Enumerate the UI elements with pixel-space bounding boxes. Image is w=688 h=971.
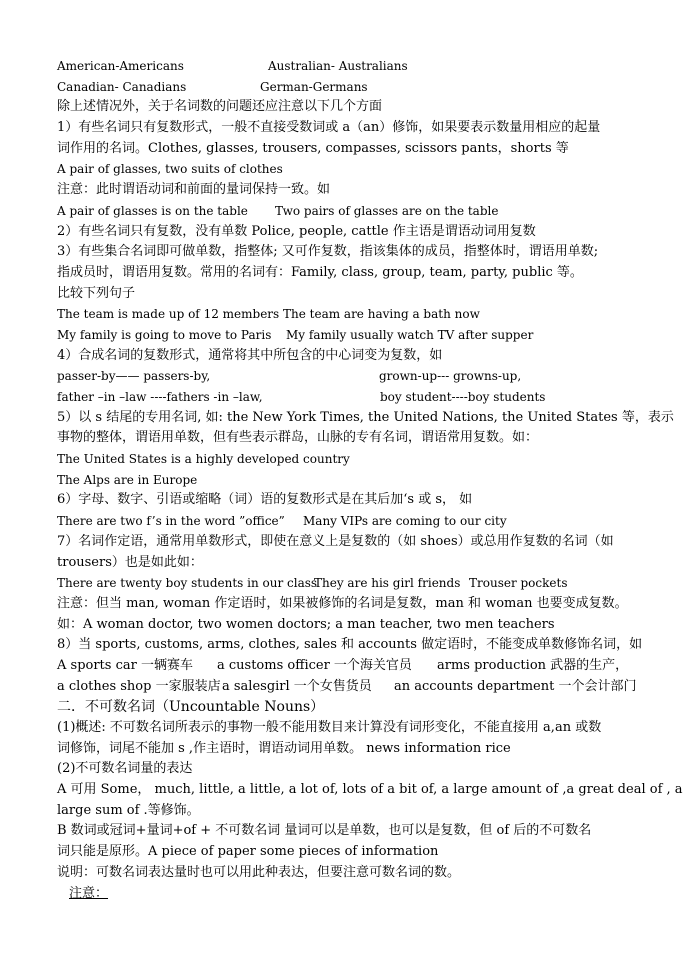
paragraph: (2)不可数名词量的表达: [57, 761, 193, 777]
text: 注意：: [69, 885, 109, 901]
text: boy student----boy students: [380, 390, 546, 404]
paragraph: 1）有些名词只有复数形式，一般不直接受数词或 a（an）修饰，如果要表示数量用相应的起量: [57, 120, 601, 136]
text: Many VIPs are coming to our city: [303, 514, 507, 529]
paragraph: 8）当 sports, customs, arms, clothes, sales 和 accounts 做定语时，不能变成单数修饰名词，如: [57, 637, 643, 653]
text: a customs officer 一个海关官员: [217, 657, 412, 673]
paragraph: large sum of .等修饰。: [57, 802, 200, 818]
paragraph: 词作用的名词。Clothes, glasses, trousers, compasses, scissors pants，shorts 等: [57, 140, 569, 156]
note-heading: [57, 884, 637, 905]
paragraph: 事物的整体，谓语用单数，但有些表示群岛，山脉的专有名词，谓语常用复数。如：: [57, 430, 539, 446]
paragraph: 比较下列句子: [57, 285, 136, 301]
example-line: The Alps are in Europe: [57, 472, 198, 487]
example-line: A pair of glasses, two suits of clothes: [57, 162, 283, 177]
document-page: [57, 56, 683, 904]
paragraph: 除上述情况外，关于名词数的问题还应注意以下几个方面: [57, 99, 383, 115]
text: an accounts department 一个会计部门: [394, 678, 637, 694]
example-line: The United States is a highly developed country: [57, 452, 350, 467]
text: Australian- Australians: [268, 59, 408, 73]
paragraph: 说明：可数名词表达量时也可以用此种表达，但要注意可数名词的数。: [57, 864, 461, 880]
text: father –in –law ----fathers -in –law,: [57, 390, 263, 404]
paragraph: 3）有些集合名词即可做单数，指整体; 又可作复数，指该集体的成员，指整体时，谓语用单数;: [57, 244, 599, 260]
text: Trouser pockets: [469, 576, 568, 591]
line: [57, 56, 637, 77]
line: [57, 366, 637, 387]
text: a salesgirl 一个女售货员: [222, 678, 372, 694]
line: [57, 677, 637, 698]
line: [57, 304, 637, 325]
text: a clothes shop 一家服装店: [57, 678, 221, 694]
paragraph: 2）有些名词只有复数，没有单数 Police, people, cattle 作主语是谓语动词用复数: [57, 223, 536, 239]
text: They are his girl friends: [314, 576, 461, 591]
paragraph: 5）以 s 结尾的专用名词, 如: the New York Times, the United Nations, the United States 等，表示: [57, 409, 674, 425]
text: Canadian- Canadians: [57, 79, 187, 94]
line: [57, 511, 637, 532]
line: [57, 77, 637, 98]
text: German-Germans: [260, 79, 368, 94]
paragraph: 7）名词作定语，通常用单数形式，即使在意义上是复数的（如 shoes）或总用作复数的名词（如: [57, 533, 614, 549]
paragraph: trousers）也是如此如：: [57, 554, 203, 570]
paragraph: 6）字母、数字、引语或缩略（词）语的复数形式是在其后加‘s 或 s， 如: [57, 492, 473, 508]
paragraph: 注意：但当 man, woman 作定语时，如果被修饰的名词是复数，man 和 woman 也要变成复数。: [57, 595, 628, 611]
text: grown-up--- growns-up,: [379, 369, 522, 384]
text: A sports car 一辆赛车: [57, 657, 193, 673]
line: [57, 387, 637, 408]
line: [57, 201, 637, 222]
line: [57, 573, 637, 594]
text: Two pairs of glasses are on the table: [275, 203, 499, 218]
paragraph: 词只能是原形。A piece of paper some pieces of information: [57, 844, 439, 860]
note-line: 注意：此时谓语动词和前面的量词保持一致。如: [57, 182, 331, 198]
text: My family usually watch TV after supper: [286, 327, 534, 342]
paragraph: B 数词或冠词+量词+of + 不可数名词 量词可以是单数，也可以是复数，但 of 后的不可数名: [57, 823, 592, 839]
paragraph: (1)概述: 不可数名词所表示的事物一般不能用数目来计算没有词形变化，不能直接用 a,an 或数: [57, 720, 602, 735]
text: A pair of glasses is on the table: [57, 203, 248, 218]
text: The team are having a bath now: [283, 307, 480, 322]
paragraph: 词修饰，词尾不能加 s ,作主语时，谓语动词用单数。 news information rice: [57, 740, 511, 756]
text: There are two f’s in the word ”office”: [57, 514, 285, 529]
text: arms production 武器的生产，: [437, 657, 629, 673]
text: There are twenty boy students in our class: [57, 576, 318, 591]
line: [57, 325, 637, 346]
section-heading: 二．不可数名词（Uncountable Nouns）: [57, 699, 325, 716]
text: passer-by—— passers-by,: [57, 369, 211, 384]
text: My family is going to move to Paris: [57, 327, 272, 342]
paragraph: 4）合成名词的复数形式，通常将其中所包含的中心词变为复数，如: [57, 347, 443, 363]
paragraph: 指成员时，谓语用复数。常用的名词有：Family, class, group, team, party, public 等。: [57, 264, 583, 280]
paragraph: A 可用 Some， much, little, a little, a lot of, lots of a bit of, a large amount of ,a great deal of , a: [57, 782, 683, 798]
line: [57, 656, 637, 677]
text: The team is made up of 12 members: [57, 307, 280, 322]
text: American-Americans: [57, 59, 184, 73]
paragraph: 如：A woman doctor, two women doctors; a man teacher, two men teachers: [57, 616, 555, 632]
